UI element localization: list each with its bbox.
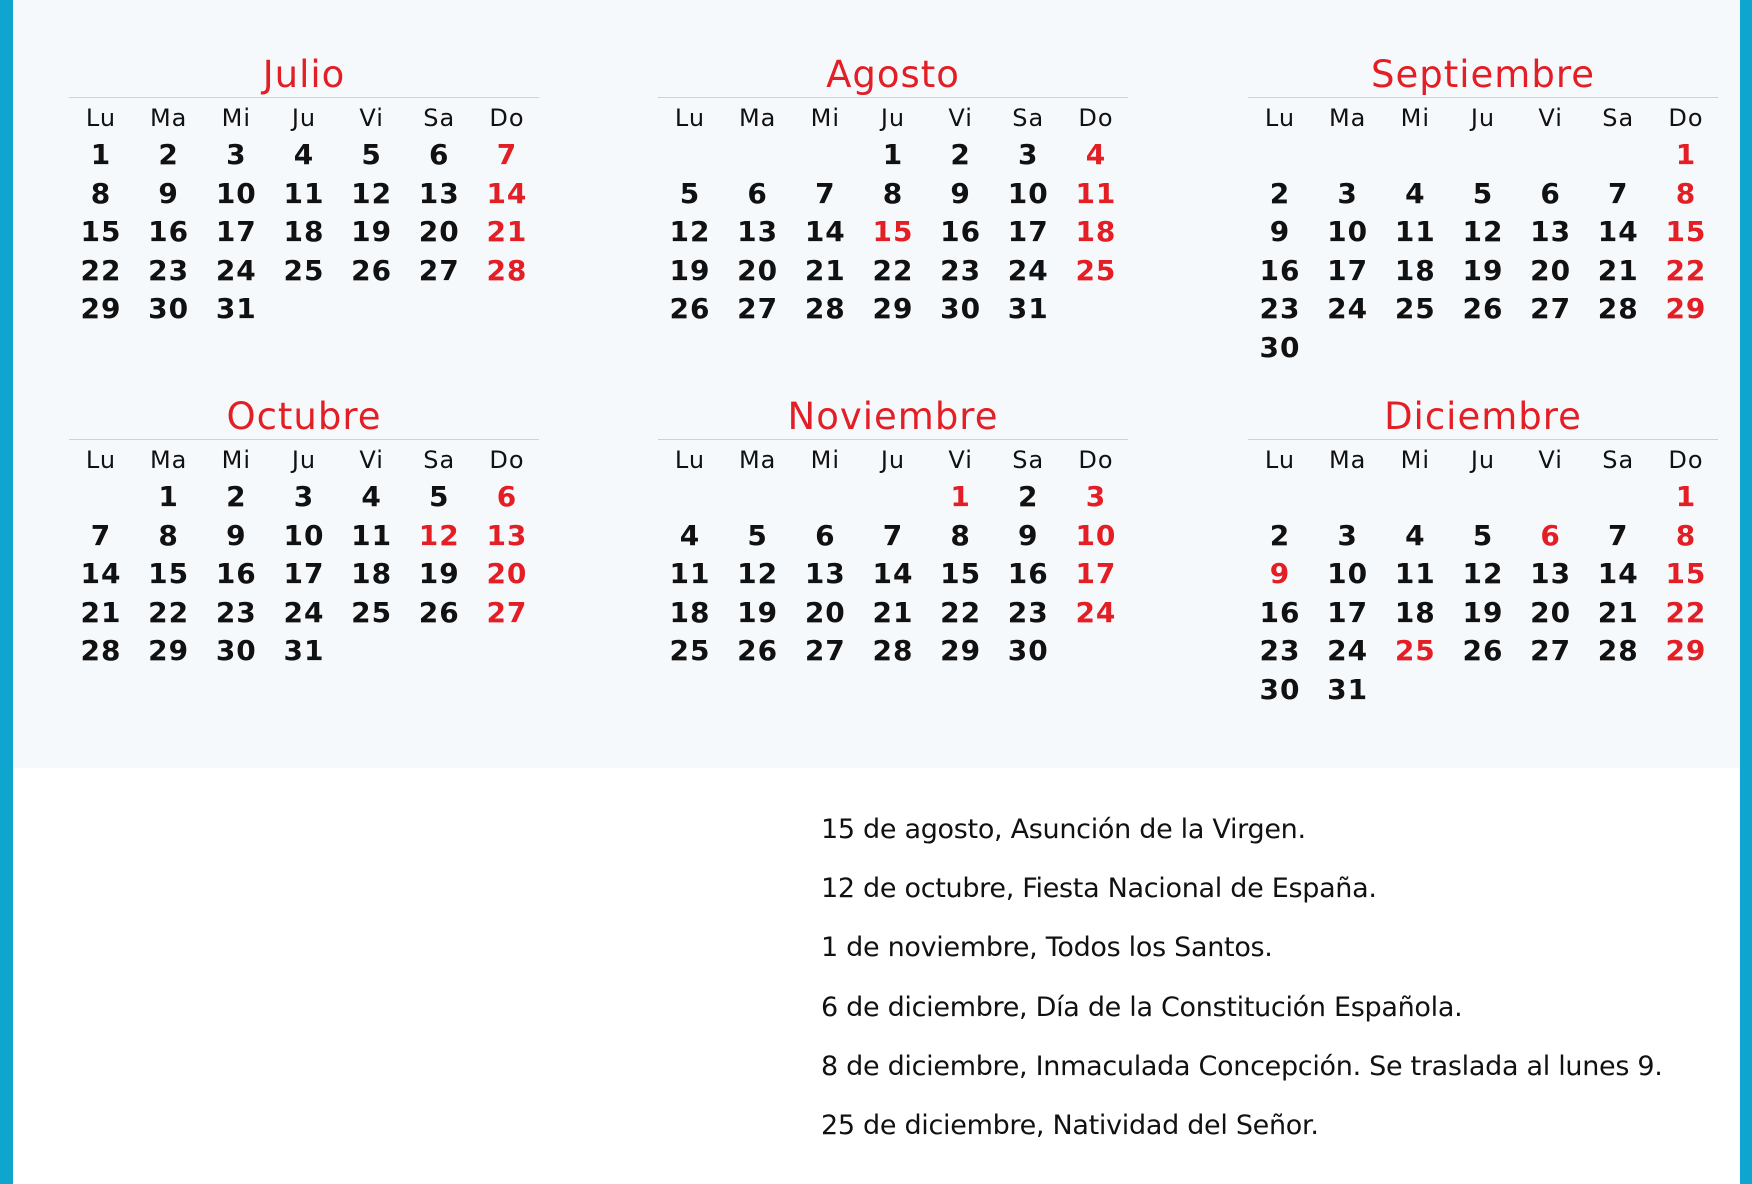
day-cell: 30 (148, 292, 190, 326)
empty-cell (793, 136, 857, 175)
day-cell: 1 (882, 138, 904, 171)
day-cell: 27 (737, 292, 779, 326)
weekday-header: Ju (291, 446, 317, 474)
day-cell: 16 (940, 215, 982, 249)
day-cell: 11 (669, 557, 711, 591)
day-cell: 9 (1269, 557, 1291, 591)
day-cell: 29 (148, 634, 190, 668)
day-cell: 24 (1075, 595, 1117, 629)
day-cell: 7 (496, 138, 518, 171)
weekday-header: Ma (738, 104, 777, 132)
day-cell: 24 (1327, 634, 1369, 668)
day-cell: 21 (1597, 253, 1639, 287)
weekday-header: Ju (1470, 104, 1496, 132)
weekday-header: Sa (423, 446, 456, 474)
empty-cell (69, 478, 133, 517)
weekday-header: Vi (1538, 446, 1563, 474)
day-cell: 3 (1337, 176, 1358, 210)
day-cell: 4 (361, 480, 382, 513)
day-cell: 11 (1394, 557, 1436, 591)
weekday-header: Vi (359, 104, 384, 132)
day-cell: 1 (158, 480, 179, 513)
day-cell: 25 (1075, 253, 1117, 287)
day-cell: 11 (1075, 176, 1117, 210)
day-cell: 27 (804, 634, 846, 668)
weekday-header: Ma (738, 446, 777, 474)
month-septiembre (1248, 53, 1718, 368)
day-cell: 20 (1530, 595, 1572, 629)
day-cell: 24 (283, 595, 325, 629)
day-cell: 9 (226, 518, 247, 552)
day-cell: 10 (283, 518, 325, 552)
day-cell: 20 (418, 215, 460, 249)
day-cell: 17 (1327, 595, 1369, 629)
day-cell: 28 (1597, 292, 1639, 326)
month-noviembre (658, 395, 1128, 671)
day-cell: 12 (1462, 215, 1504, 249)
day-cell: 21 (80, 595, 122, 629)
day-cell: 20 (486, 557, 528, 591)
empty-cell (1586, 136, 1650, 175)
empty-cell (1248, 478, 1312, 517)
weekday-header: Lu (674, 446, 706, 474)
day-cell: 5 (1472, 518, 1494, 552)
day-cell: 3 (1018, 138, 1039, 171)
day-cell: 19 (351, 215, 393, 249)
day-cell: 14 (486, 176, 528, 210)
weekday-header: Lu (674, 104, 706, 132)
day-cell: 6 (1540, 176, 1561, 210)
day-cell: 5 (747, 518, 768, 552)
day-cell: 7 (90, 518, 112, 552)
day-cell: 15 (148, 557, 190, 591)
day-cell: 20 (737, 253, 779, 287)
month-title: Julio (69, 56, 539, 98)
weekday-header: Mi (221, 104, 251, 132)
day-cell: 18 (1075, 215, 1117, 249)
day-cell: 11 (1394, 215, 1436, 249)
day-cell: 2 (1269, 518, 1291, 552)
day-cell: 12 (669, 215, 711, 249)
day-cell: 1 (950, 480, 971, 513)
day-cell: 5 (1472, 176, 1494, 210)
weekday-header: Ma (1328, 104, 1367, 132)
weekday-header: Mi (221, 446, 251, 474)
day-cell: 7 (815, 176, 836, 210)
day-cell: 26 (1462, 634, 1504, 668)
day-cell: 7 (882, 518, 904, 552)
day-grid (658, 440, 1128, 671)
day-cell: 12 (1462, 557, 1504, 591)
weekday-header: Vi (948, 446, 973, 474)
weekday-header: Ma (149, 446, 188, 474)
day-cell: 30 (1259, 672, 1301, 706)
day-cell: 9 (1269, 215, 1291, 249)
day-cell: 29 (80, 292, 122, 326)
empty-cell (726, 478, 790, 517)
day-cell: 9 (158, 176, 179, 210)
day-cell: 28 (804, 292, 846, 326)
day-cell: 22 (1665, 253, 1707, 287)
day-cell: 23 (1259, 634, 1301, 668)
day-cell: 30 (215, 634, 257, 668)
day-cell: 27 (1530, 292, 1572, 326)
weekday-header: Sa (1602, 104, 1635, 132)
day-cell: 6 (747, 176, 768, 210)
month-title: Septiembre (1248, 56, 1718, 98)
month-agosto (658, 53, 1128, 329)
day-cell: 21 (804, 253, 846, 287)
day-cell: 11 (351, 518, 393, 552)
day-cell: 30 (1007, 634, 1049, 668)
day-cell: 4 (1405, 176, 1426, 210)
holiday-item: 15 de agosto, Asunción de la Virgen. (821, 814, 1306, 845)
day-cell: 26 (1462, 292, 1504, 326)
day-cell: 23 (148, 253, 190, 287)
day-cell: 23 (940, 253, 982, 287)
empty-cell (658, 478, 722, 517)
day-cell: 8 (1675, 518, 1697, 552)
day-cell: 15 (80, 215, 122, 249)
day-cell: 2 (950, 138, 971, 171)
holiday-item: 25 de diciembre, Natividad del Señor. (821, 1109, 1319, 1141)
day-cell: 24 (1007, 253, 1049, 287)
day-cell: 14 (872, 557, 914, 591)
weekday-header: Vi (359, 446, 384, 474)
day-cell: 18 (669, 595, 711, 629)
day-cell: 31 (1007, 292, 1049, 326)
empty-cell (1316, 478, 1380, 517)
day-cell: 14 (804, 215, 846, 249)
day-cell: 7 (1608, 176, 1629, 210)
day-cell: 6 (496, 480, 518, 513)
month-title: Noviembre (658, 398, 1128, 440)
day-cell: 12 (351, 176, 393, 210)
day-cell: 28 (872, 634, 914, 668)
day-cell: 3 (1085, 480, 1107, 513)
month-octubre (69, 395, 539, 671)
day-cell: 8 (950, 518, 971, 552)
weekday-header: Do (1078, 104, 1114, 132)
day-cell: 10 (1327, 557, 1369, 591)
day-cell: 22 (872, 253, 914, 287)
day-cell: 10 (215, 176, 257, 210)
holiday-list (821, 800, 1721, 1155)
empty-cell (726, 136, 790, 175)
day-cell: 27 (1530, 634, 1572, 668)
day-cell: 8 (882, 176, 904, 210)
day-cell: 20 (1530, 253, 1572, 287)
empty-cell (793, 478, 857, 517)
empty-cell (1519, 478, 1583, 517)
day-cell: 12 (737, 557, 779, 591)
day-cell: 25 (1394, 634, 1436, 668)
day-cell: 13 (737, 215, 779, 249)
day-cell: 18 (1394, 595, 1436, 629)
day-cell: 17 (1075, 557, 1117, 591)
day-cell: 10 (1075, 518, 1117, 552)
day-cell: 10 (1007, 176, 1049, 210)
month-title: Agosto (658, 56, 1128, 98)
day-cell: 21 (1597, 595, 1639, 629)
day-cell: 5 (679, 176, 701, 210)
day-cell: 30 (940, 292, 982, 326)
day-cell: 16 (148, 215, 190, 249)
day-cell: 19 (737, 595, 779, 629)
day-cell: 29 (872, 292, 914, 326)
day-cell: 27 (418, 253, 460, 287)
month-title: Octubre (69, 398, 539, 440)
day-cell: 13 (1530, 215, 1572, 249)
weekday-header: Sa (1012, 104, 1045, 132)
day-cell: 31 (283, 634, 325, 668)
day-cell: 28 (486, 253, 528, 287)
holiday-item: 12 de octubre, Fiesta Nacional de España. (821, 873, 1377, 905)
calendar-area (13, 0, 1740, 768)
day-cell: 9 (1018, 518, 1039, 552)
day-cell: 22 (148, 595, 190, 629)
weekday-header: Mi (810, 446, 840, 474)
empty-cell (1248, 136, 1312, 175)
weekday-header: Do (489, 104, 525, 132)
day-cell: 27 (486, 595, 528, 629)
day-cell: 23 (215, 595, 257, 629)
empty-cell (1316, 136, 1380, 175)
day-cell: 6 (815, 518, 836, 552)
day-cell: 6 (429, 138, 450, 171)
right-border (1740, 0, 1752, 1184)
day-grid (658, 98, 1128, 329)
day-cell: 8 (1675, 176, 1697, 210)
day-grid (1248, 98, 1718, 368)
day-cell: 8 (158, 518, 179, 552)
weekday-header: Ju (291, 104, 317, 132)
weekday-header: Ma (1328, 446, 1367, 474)
day-cell: 17 (215, 215, 257, 249)
day-cell: 24 (1327, 292, 1369, 326)
holiday-item: 1 de noviembre, Todos los Santos. (821, 932, 1273, 964)
weekday-header: Vi (948, 104, 973, 132)
month-julio (69, 53, 539, 329)
day-cell: 26 (418, 595, 460, 629)
day-cell: 4 (1405, 518, 1426, 552)
day-cell: 3 (226, 138, 247, 171)
day-cell: 31 (1327, 672, 1369, 706)
day-cell: 9 (950, 176, 971, 210)
weekday-header: Do (1078, 446, 1114, 474)
day-cell: 25 (669, 634, 711, 668)
day-cell: 15 (1665, 557, 1707, 591)
day-cell: 24 (215, 253, 257, 287)
weekday-header: Do (1668, 104, 1704, 132)
weekday-header: Do (1668, 446, 1704, 474)
weekday-header: Sa (423, 104, 456, 132)
weekday-header: Mi (1400, 104, 1430, 132)
day-cell: 25 (283, 253, 325, 287)
day-cell: 10 (1327, 215, 1369, 249)
day-cell: 19 (669, 253, 711, 287)
weekday-header: Sa (1602, 446, 1635, 474)
day-cell: 16 (1259, 595, 1301, 629)
day-cell: 18 (1394, 253, 1436, 287)
weekday-header: Ju (880, 446, 906, 474)
holiday-item: 6 de diciembre, Día de la Constitución Española. (821, 991, 1463, 1023)
empty-cell (861, 478, 925, 517)
day-cell: 23 (1007, 595, 1049, 629)
day-cell: 21 (486, 215, 528, 249)
day-cell: 1 (90, 138, 112, 171)
day-cell: 8 (90, 176, 112, 210)
day-cell: 23 (1259, 292, 1301, 326)
day-cell: 3 (293, 480, 315, 513)
weekday-header: Lu (85, 104, 117, 132)
month-diciembre (1248, 395, 1718, 710)
empty-cell (1451, 478, 1515, 517)
day-cell: 16 (215, 557, 257, 591)
day-cell: 14 (1597, 215, 1639, 249)
day-cell: 29 (940, 634, 982, 668)
weekday-header: Sa (1012, 446, 1045, 474)
weekday-header: Do (489, 446, 525, 474)
day-cell: 22 (1665, 595, 1707, 629)
day-cell: 26 (351, 253, 393, 287)
day-cell: 11 (283, 176, 325, 210)
day-cell: 31 (215, 292, 257, 326)
day-cell: 25 (351, 595, 393, 629)
month-title: Diciembre (1248, 398, 1718, 440)
left-border (0, 0, 13, 1184)
day-cell: 1 (1675, 480, 1697, 513)
day-cell: 29 (1665, 292, 1707, 326)
weekday-header: Ju (1470, 446, 1496, 474)
day-cell: 26 (669, 292, 711, 326)
day-cell: 13 (1530, 557, 1572, 591)
empty-cell (1519, 136, 1583, 175)
day-cell: 12 (418, 518, 460, 552)
day-cell: 19 (1462, 253, 1504, 287)
day-cell: 2 (158, 138, 179, 171)
day-cell: 1 (1675, 138, 1697, 171)
day-cell: 29 (1665, 634, 1707, 668)
day-cell: 16 (1259, 253, 1301, 287)
day-grid (69, 98, 539, 329)
weekday-header: Lu (85, 446, 117, 474)
day-grid (69, 440, 539, 671)
empty-cell (1451, 136, 1515, 175)
holiday-item: 8 de diciembre, Inmaculada Concepción. Se traslada al lunes 9. (821, 1050, 1663, 1082)
day-cell: 13 (418, 176, 460, 210)
day-cell: 28 (80, 634, 122, 668)
day-cell: 6 (1540, 518, 1561, 552)
day-cell: 14 (1597, 557, 1639, 591)
day-cell: 4 (679, 518, 701, 552)
day-cell: 17 (1327, 253, 1369, 287)
day-cell: 4 (293, 138, 315, 171)
day-cell: 26 (737, 634, 779, 668)
day-cell: 19 (1462, 595, 1504, 629)
day-cell: 18 (351, 557, 393, 591)
day-cell: 15 (1665, 215, 1707, 249)
day-cell: 7 (1608, 518, 1629, 552)
weekday-header: Lu (1264, 446, 1296, 474)
weekday-header: Mi (1400, 446, 1430, 474)
day-cell: 5 (361, 138, 382, 171)
empty-cell (1383, 478, 1447, 517)
weekday-header: Vi (1538, 104, 1563, 132)
day-cell: 17 (1007, 215, 1049, 249)
day-cell: 15 (940, 557, 982, 591)
day-cell: 22 (940, 595, 982, 629)
day-grid (1248, 440, 1718, 710)
day-cell: 2 (226, 480, 247, 513)
day-cell: 30 (1259, 330, 1301, 364)
day-cell: 18 (283, 215, 325, 249)
day-cell: 15 (872, 215, 914, 249)
day-cell: 21 (872, 595, 914, 629)
day-cell: 3 (1337, 518, 1358, 552)
day-cell: 28 (1597, 634, 1639, 668)
weekday-header: Mi (810, 104, 840, 132)
empty-cell (1383, 136, 1447, 175)
weekday-header: Lu (1264, 104, 1296, 132)
day-cell: 22 (80, 253, 122, 287)
day-cell: 25 (1394, 292, 1436, 326)
day-cell: 13 (804, 557, 846, 591)
day-cell: 2 (1018, 480, 1039, 513)
day-cell: 13 (486, 518, 528, 552)
day-cell: 17 (283, 557, 325, 591)
empty-cell (1586, 478, 1650, 517)
empty-cell (658, 136, 722, 175)
weekday-header: Ma (149, 104, 188, 132)
weekday-header: Ju (880, 104, 906, 132)
day-cell: 20 (804, 595, 846, 629)
day-cell: 16 (1007, 557, 1049, 591)
day-cell: 19 (418, 557, 460, 591)
day-cell: 4 (1085, 138, 1107, 171)
day-cell: 2 (1269, 176, 1291, 210)
day-cell: 14 (80, 557, 122, 591)
day-cell: 5 (429, 480, 450, 513)
